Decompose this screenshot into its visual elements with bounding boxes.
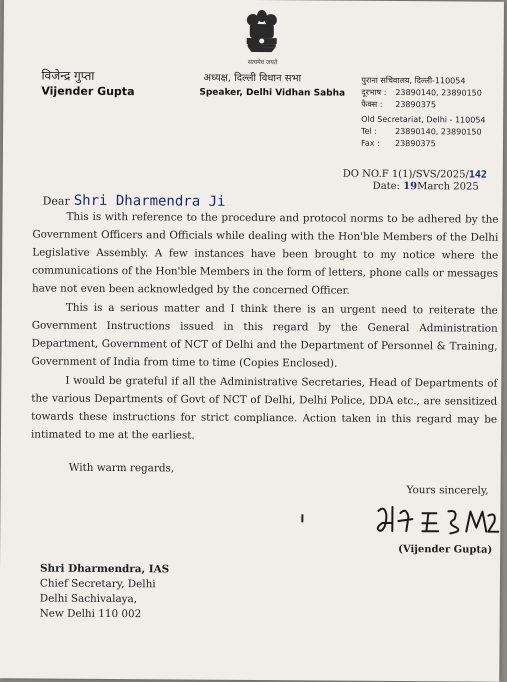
ink-mark xyxy=(301,514,303,522)
recipient-line: Delhi Sachivalaya, xyxy=(39,592,138,606)
recipient-block xyxy=(40,562,170,623)
sender-office-english: Speaker, Delhi Vidhan Sabha xyxy=(199,87,346,99)
body-paragraph: I would be grateful if all the Administrative Secretaries, Head of Departments of the various Departments of Govt of NCT of Delhi, Delhi Police, DDA etc., are sensitized towards these instructions for strict compliance. Action taken in this regard may be intimated to me at the earliest. xyxy=(30,374,498,442)
address-english-line: Tel : 23890140, 23890150 xyxy=(361,126,482,137)
reference-number-handwritten: 142 xyxy=(468,169,487,181)
address-hindi-line: दूरभाष : 23890140, 23890150 xyxy=(361,87,482,98)
signatory-name: (Vijender Gupta) xyxy=(398,544,493,556)
body-paragraph: This is a serious matter and I think there is an urgent need to reiterate the Government Instructions issued in this regard by the General Administration Department, Government of NCT of Delhi and the Department of Personnel & Training, Government of India from time to time (Copies Enclosed). xyxy=(31,301,498,370)
address-hindi-line: पुराना सचिवालय, दिल्ली-110054 xyxy=(361,75,466,86)
handwritten-signature xyxy=(370,501,500,542)
reference-number: DO NO.F 1(1)/SVS/2025/142 xyxy=(342,168,487,181)
letter-body xyxy=(31,207,499,447)
warm-regards: With warm regards, xyxy=(68,461,175,475)
sender-name-english: Vijender Gupta xyxy=(41,84,135,99)
recipient-name: Shri Dharmendra, IAS xyxy=(39,562,170,576)
address-hindi-line: फैक्स : 23890375 xyxy=(361,99,437,110)
date-day-handwritten: 19 xyxy=(403,181,418,193)
emblem-motto: सत्यमेव जयते xyxy=(247,58,278,67)
address-english-line: Old Secretariat, Delhi - 110054 xyxy=(361,114,486,125)
body-paragraph: This is with reference to the procedure and protocol norms to be adhered by the Government Officers and Officials while dealing with the Hon'ble Members of the Delhi Legislative Assembly. A few instances have been brought to my notice where the communications of the Hon'ble Members in the form of letters, phone calls or messages have not even been acknowledged by the concerned Officer. xyxy=(31,210,499,297)
state-emblem-icon xyxy=(242,8,282,58)
sender-office-hindi: अध्यक्ष, दिल्ली विधान सभा xyxy=(203,72,302,85)
recipient-line: Chief Secretary, Delhi xyxy=(39,577,156,591)
letter-date: Date: 19March 2025 xyxy=(372,180,479,193)
address-english-line: Fax : 23890375 xyxy=(360,138,436,149)
recipient-line: New Delhi 110 002 xyxy=(39,607,142,621)
yours-sincerely: Yours sincerely, xyxy=(406,484,489,497)
salutation-handwritten: Shri Dharmendra Ji xyxy=(73,192,226,210)
salutation: Dear Shri Dharmendra Ji xyxy=(42,192,226,210)
sender-name-hindi: विजेन्द्र गुप्ता xyxy=(41,68,95,83)
